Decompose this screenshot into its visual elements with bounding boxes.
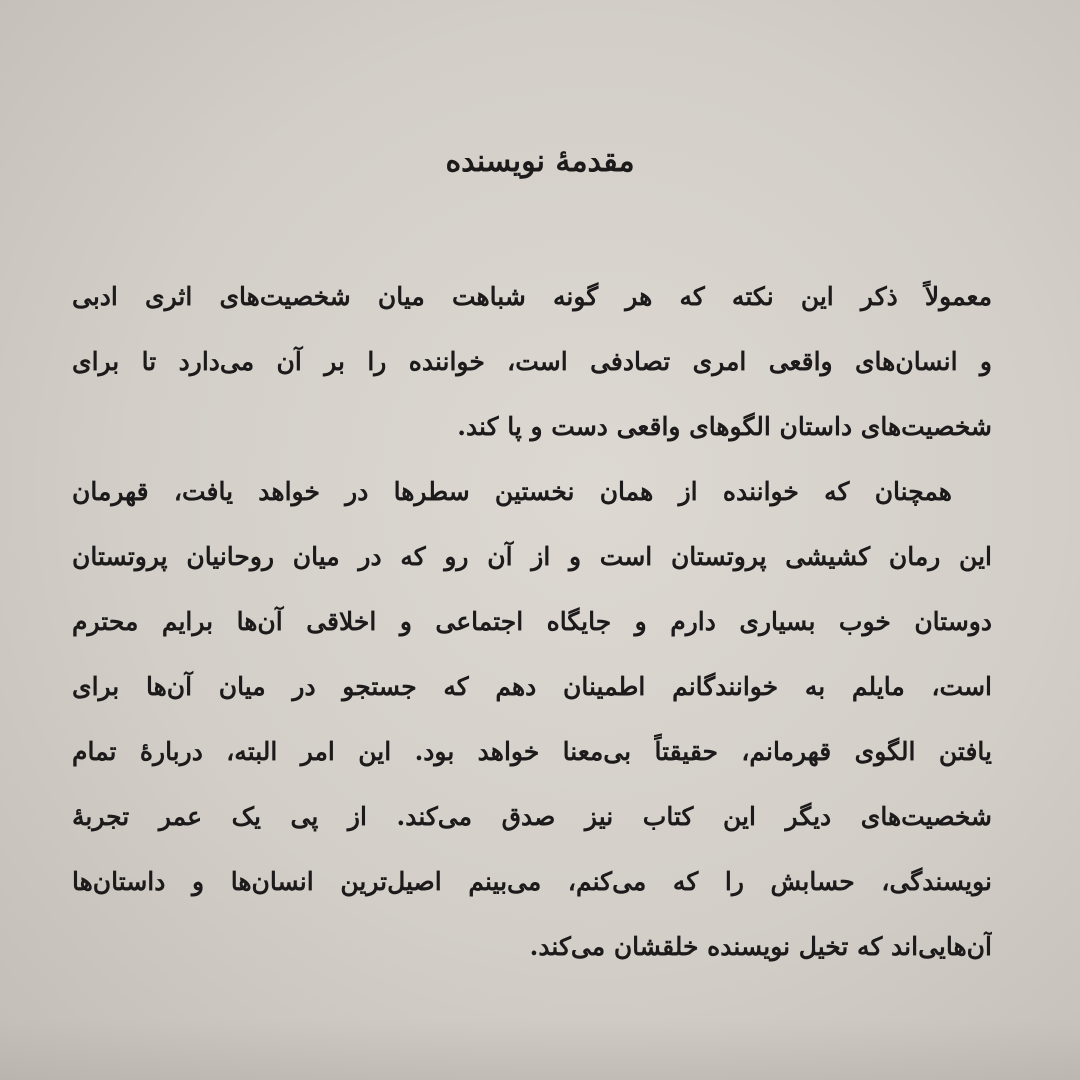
text-line: است، مایلم به خوانندگانم اطمینان دهم که جستجو در میان آن‌ها برای (72, 672, 992, 701)
text-line: معمولاً ذکر این نکته که هر گونه شباهت میان شخصیت‌های اثری ادبی (72, 282, 992, 311)
text-line: آن‌هایی‌اند که تخیل نویسنده خلقشان می‌کند. (529, 932, 992, 961)
text-line: این رمان کشیشی پروتستان است و از آن رو که در میان روحانیان پروتستان (72, 542, 992, 571)
text-line: شخصیت‌های داستان الگوهای واقعی دست و پا کند. (457, 412, 992, 441)
text-line: شخصیت‌های دیگر این کتاب نیز صدق می‌کند. از پی یک عمر تجربهٔ (72, 802, 992, 831)
page-shadow (0, 1020, 1080, 1080)
text-line: و انسان‌های واقعی امری تصادفی است، خواننده را بر آن می‌دارد تا برای (72, 347, 992, 376)
text-line: نویسندگی، حسابش را که می‌کنم، می‌بینم اصیل‌ترین انسان‌ها و داستان‌ها (72, 867, 992, 896)
text-line: همچنان که خواننده از همان نخستین سطرها در خواهد یافت، قهرمان (72, 477, 952, 506)
text-line: دوستان خوب بسیاری دارم و جایگاه اجتماعی و اخلاقی آن‌ها برایم محترم (72, 607, 992, 636)
body-text (72, 264, 992, 979)
page-title: مقدمهٔ نویسنده (445, 144, 635, 179)
text-line: یافتن الگوی قهرمانم، حقیقتاً بی‌معنا خواهد بود. این امر البته، دربارهٔ تمام (72, 737, 992, 766)
